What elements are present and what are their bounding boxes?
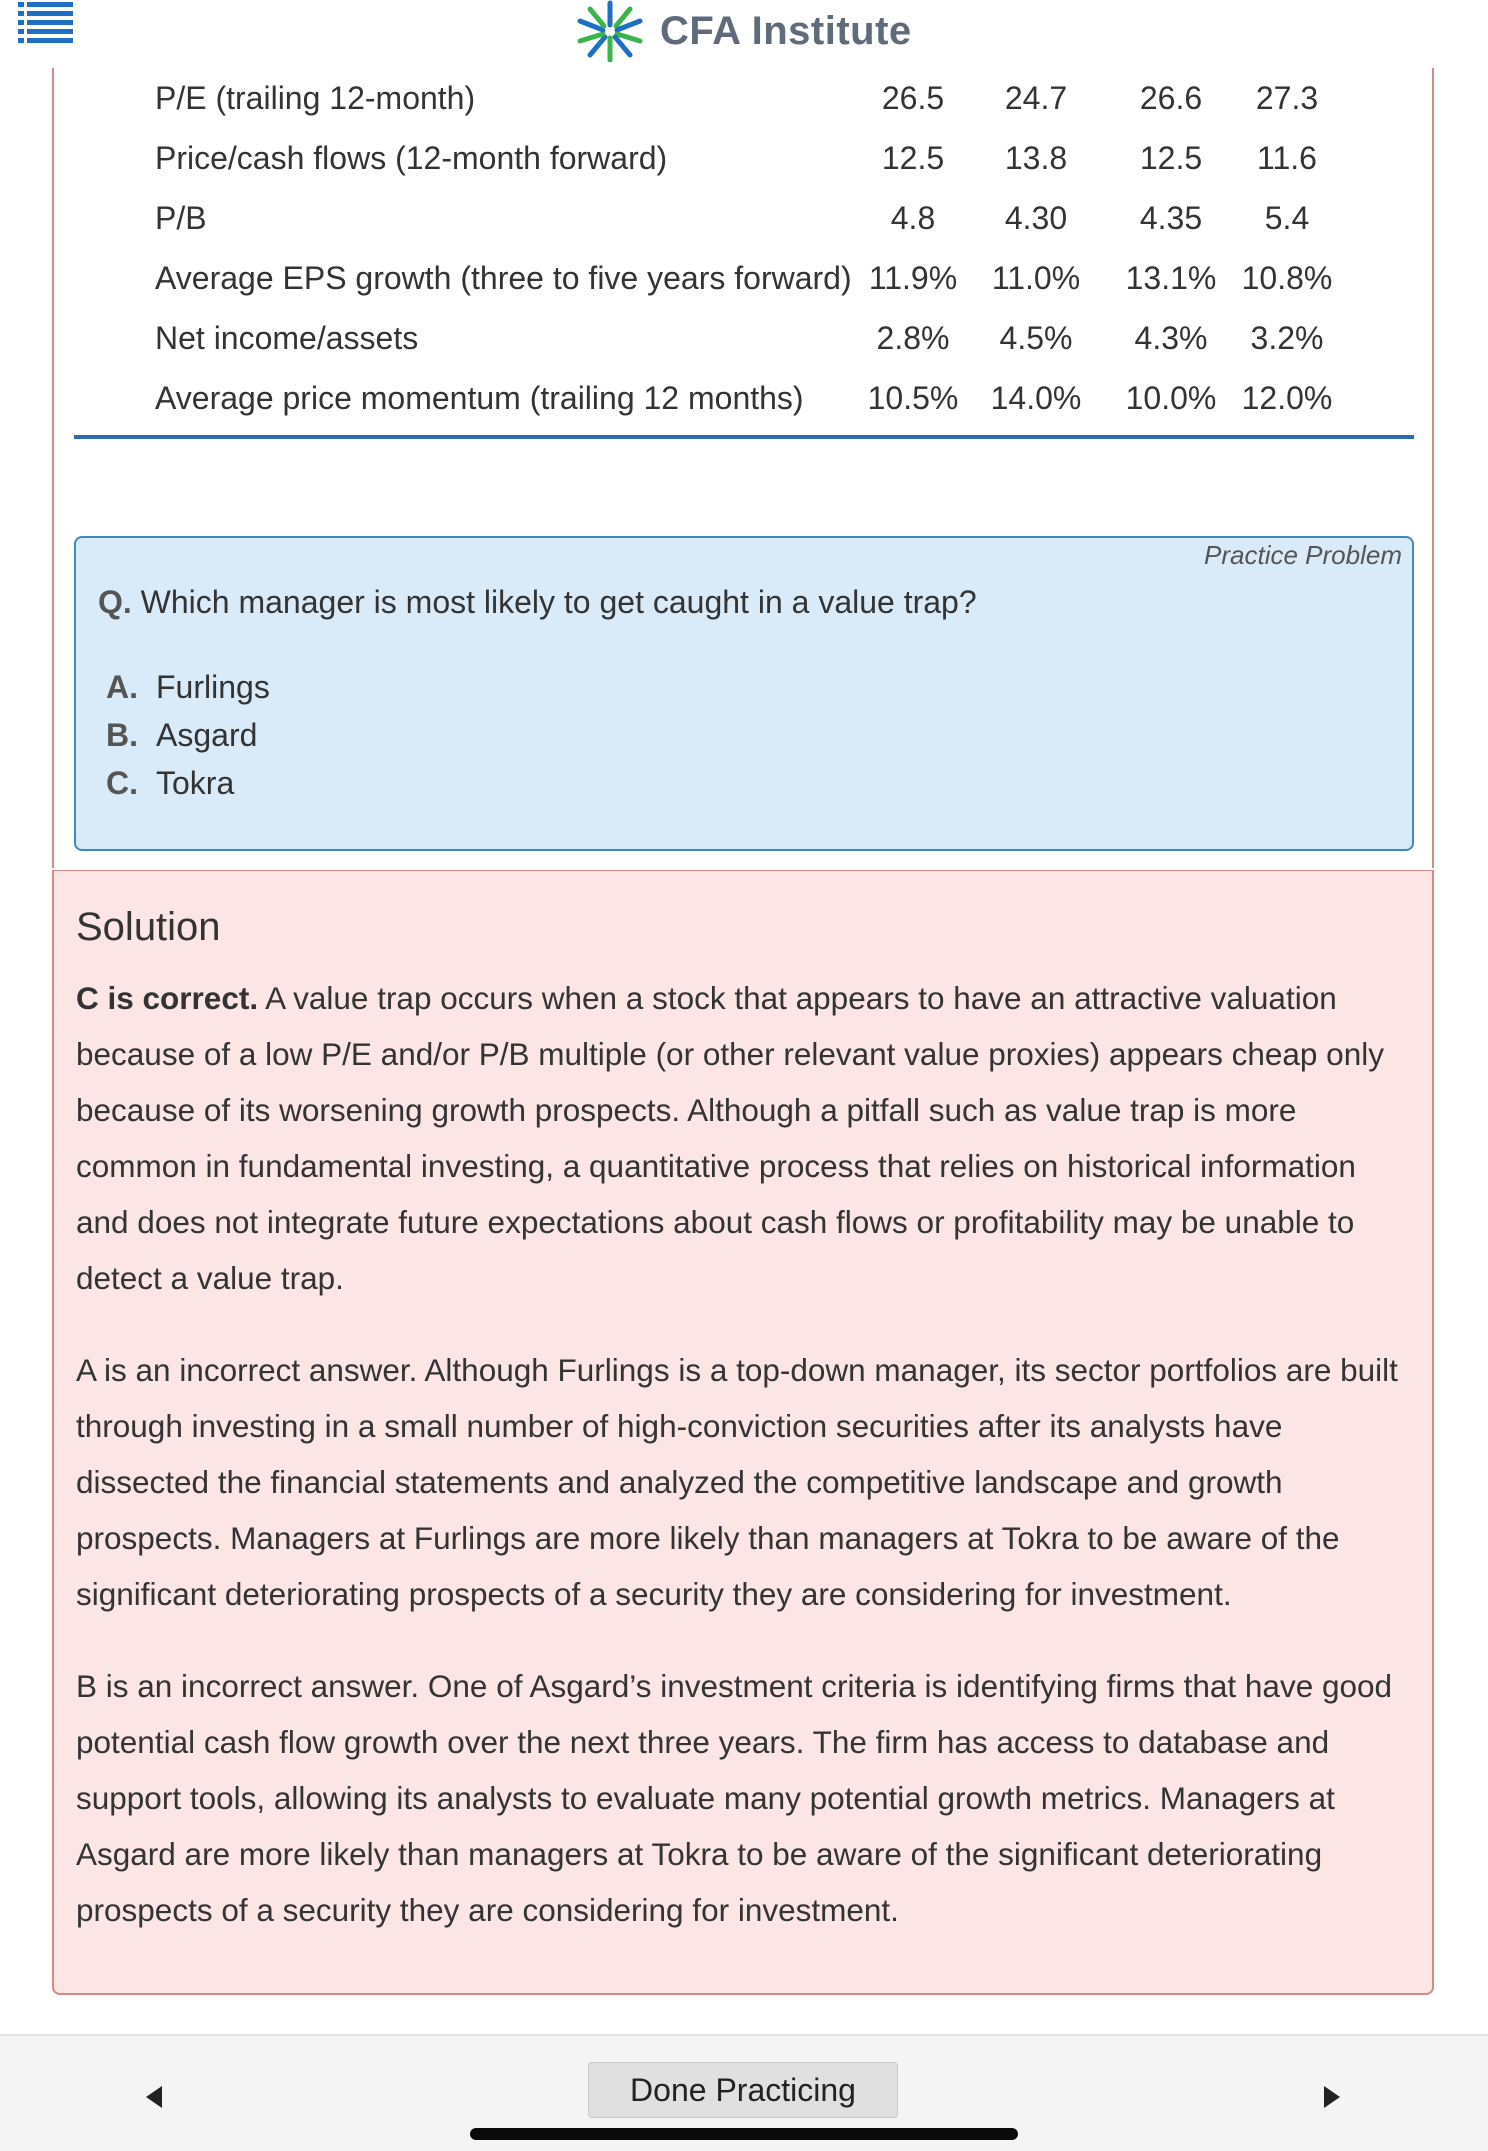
question-prefix: Q. bbox=[98, 584, 132, 620]
question-text bbox=[98, 584, 977, 621]
correct-answer-lead: C is correct. bbox=[76, 980, 259, 1016]
table-row bbox=[155, 188, 1355, 248]
table-cell: 2.8% bbox=[876, 319, 950, 356]
table-bottom-rule bbox=[74, 435, 1414, 439]
table-cell: 10.0% bbox=[1125, 379, 1217, 416]
table-cell: 4.3% bbox=[1134, 319, 1208, 356]
option-letter: B. bbox=[106, 717, 138, 753]
answer-option-c[interactable] bbox=[106, 765, 234, 802]
solution-title: Solution bbox=[76, 905, 221, 949]
table-cell: 4.5% bbox=[999, 319, 1073, 356]
row-label: P/B bbox=[155, 199, 207, 236]
row-label: Average EPS growth (three to five years forward) bbox=[155, 259, 852, 296]
table-cell: 5.4 bbox=[1264, 199, 1310, 236]
question-body: Which manager is most likely to get caught in a value trap? bbox=[140, 584, 977, 620]
solution-text: A value trap occurs when a stock that appears to have an attractive valuation because of a low P/E and/or P/B multiple (or other relevant value proxies) appears cheap only because of its worsening growth prospects. Although a pitfall such as value trap is more common in fundamental investing, a quantitative process that relies on historical information and does not integrate future expectations about cash flows or profitability may be unable to detect a value trap. bbox=[76, 980, 1384, 1296]
practice-problem-box bbox=[74, 536, 1414, 851]
cfa-logo-icon bbox=[574, 0, 646, 62]
table-cell: 13.1% bbox=[1125, 259, 1217, 296]
menu-list-icon[interactable] bbox=[18, 2, 73, 44]
table-cell: 12.0% bbox=[1241, 379, 1333, 416]
triangle-right-icon[interactable] bbox=[1324, 2086, 1340, 2108]
option-letter: A. bbox=[106, 669, 138, 705]
solution-paragraph-a: A is an incorrect answer. Although Furlings is a top-down manager, its sector portfolios are built through investing in a small number of high-conviction securities after its analysts have dissected the financial statements and analyzed the competitive landscape and growth prospects. Managers at Furlings are more likely than managers at Tokra to be aware of the significant deteriorating prospects of a security they are considering for investment. bbox=[76, 1352, 1398, 1612]
table-cell: 13.8 bbox=[1004, 139, 1068, 176]
table-cell: 4.30 bbox=[1004, 199, 1068, 236]
table-cell: 10.8% bbox=[1241, 259, 1333, 296]
table-row bbox=[155, 308, 1355, 368]
table-cell: 26.6 bbox=[1139, 79, 1203, 116]
brand-logo bbox=[574, 0, 912, 62]
triangle-left-icon[interactable] bbox=[146, 2086, 162, 2108]
answer-option-a[interactable] bbox=[106, 669, 270, 706]
option-text: Asgard bbox=[156, 717, 258, 753]
footer-bar bbox=[0, 2034, 1488, 2151]
row-label: Price/cash flows (12-month forward) bbox=[155, 139, 668, 176]
table-cell: 26.5 bbox=[881, 79, 945, 116]
row-label: Net income/assets bbox=[155, 319, 419, 356]
practice-problem-tag: Practice Problem bbox=[1204, 540, 1402, 570]
table-row bbox=[155, 248, 1355, 308]
table-row bbox=[155, 128, 1355, 188]
table-cell: 12.5 bbox=[1139, 139, 1203, 176]
table-cell: 4.8 bbox=[890, 199, 936, 236]
solution-paragraph-correct bbox=[76, 970, 1416, 1306]
option-text: Tokra bbox=[156, 765, 235, 801]
home-indicator bbox=[470, 2128, 1018, 2140]
option-text: Furlings bbox=[156, 669, 270, 705]
table-cell: 10.5% bbox=[867, 379, 959, 416]
done-practicing-button[interactable]: Done Practicing bbox=[588, 2062, 898, 2118]
table-row bbox=[155, 68, 1355, 128]
option-letter: C. bbox=[106, 765, 138, 801]
table-cell: 27.3 bbox=[1255, 79, 1319, 116]
row-label: P/E (trailing 12-month) bbox=[155, 79, 476, 116]
row-label: Average price momentum (trailing 12 months) bbox=[155, 379, 804, 416]
solution-paragraph-b: B is an incorrect answer. One of Asgard’s investment criteria is identifying firms that have good potential cash flow growth over the next three years. The firm has access to database and support tools, allowing its analysts to evaluate many potential growth metrics. Managers at Asgard are more likely than managers at Tokra to be aware of the significant deteriorating prospects of a security they are considering for investment. bbox=[76, 1668, 1393, 1928]
table-cell: 11.6 bbox=[1257, 139, 1317, 176]
table-cell: 4.35 bbox=[1139, 199, 1203, 236]
table-cell: 24.7 bbox=[1004, 79, 1068, 116]
table-cell: 14.0% bbox=[990, 379, 1082, 416]
table-row bbox=[155, 368, 1355, 428]
table-cell: 12.5 bbox=[881, 139, 945, 176]
table-cell: 11.9% bbox=[868, 259, 958, 296]
solution-panel bbox=[52, 870, 1434, 1995]
header bbox=[0, 0, 1488, 68]
answer-option-b[interactable] bbox=[106, 717, 257, 754]
brand-name: CFA Institute bbox=[660, 8, 912, 53]
table-cell: 11.0% bbox=[991, 259, 1081, 296]
table-cell: 3.2% bbox=[1250, 319, 1324, 356]
